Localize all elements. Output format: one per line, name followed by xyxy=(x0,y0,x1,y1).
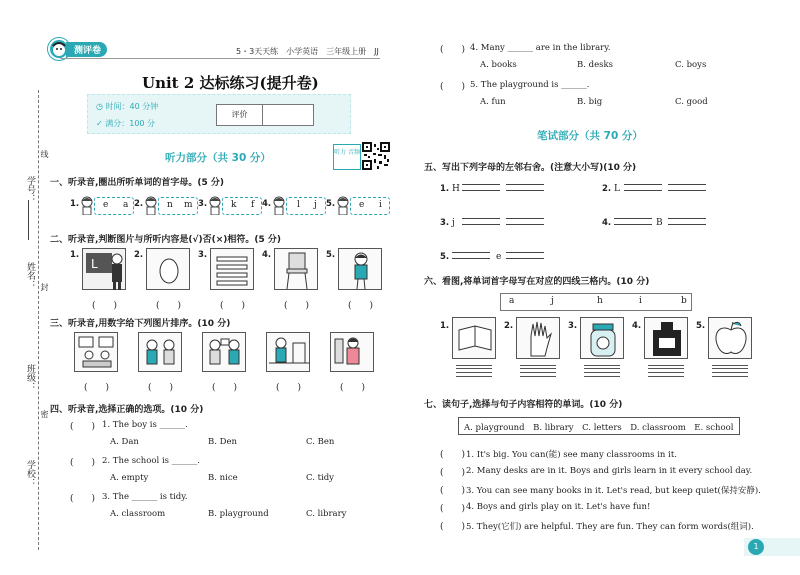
child-head-icon xyxy=(208,195,222,215)
rt-stem: 5. The playground is ______. xyxy=(470,80,590,90)
section2-title: 二、听录音,判断图片与所听内容是(√)否(×)相符。(5 分) xyxy=(50,235,282,245)
seal-word-xian: 线 xyxy=(40,150,49,158)
s7-sentence: 4. Boys and girls play on it. Let's have fun! xyxy=(466,502,651,512)
s4-option-b[interactable]: B. playground xyxy=(208,509,269,519)
s7-answer-blank[interactable]: ( ) xyxy=(440,450,466,460)
bank-letter: j xyxy=(551,296,554,306)
child-head-icon xyxy=(272,195,286,215)
s3-answer-2[interactable]: ( ) xyxy=(148,383,174,393)
s5-letter: B xyxy=(656,218,663,228)
s6-num: 1. xyxy=(440,321,450,331)
rt-answer-blank[interactable]: ( ) xyxy=(440,82,466,92)
s2-num: 4. xyxy=(262,250,272,260)
rt-option-b[interactable]: B. desks xyxy=(577,60,613,70)
s3-answer-5[interactable]: ( ) xyxy=(340,383,366,393)
s1-option[interactable]: m xyxy=(184,200,193,210)
chair-picture xyxy=(274,248,318,290)
rt-answer-blank[interactable]: ( ) xyxy=(440,45,466,55)
s6-num: 4. xyxy=(632,321,642,331)
section5-title: 五、写出下列字母的左邻右舍。(注意大小写)(10 分) xyxy=(424,163,637,173)
s1-num: 3. xyxy=(198,199,208,209)
s5-num: 4. xyxy=(602,218,612,228)
s4-option-a[interactable]: A. classroom xyxy=(110,509,166,519)
s5-letter: j xyxy=(452,218,455,228)
s2-num: 2. xyxy=(134,250,144,260)
s5-blank[interactable] xyxy=(668,184,706,185)
s4-option-b[interactable]: B. Den xyxy=(208,437,237,447)
badge xyxy=(48,38,110,60)
s5-blank[interactable] xyxy=(462,218,500,219)
s6-num: 3. xyxy=(568,321,578,331)
s5-blank[interactable] xyxy=(614,224,652,225)
label-student-number: 学号： xyxy=(25,176,35,203)
section6-title: 六、看图,将单词首字母写在对应的四线三格内。(10 分) xyxy=(424,277,650,287)
series-line: 5・3天天练 小学英语 三年级上册 JJ xyxy=(236,47,379,56)
s1-option[interactable]: i xyxy=(379,200,382,210)
classroom-picture xyxy=(74,332,118,372)
s4-option-b[interactable]: B. nice xyxy=(208,473,238,483)
rt-option-a[interactable]: A. books xyxy=(480,60,517,70)
rt-question-4 xyxy=(440,42,780,78)
s5-num: 5. xyxy=(440,252,450,262)
s1-bubble xyxy=(286,197,326,215)
book-picture xyxy=(452,317,496,359)
option-bank: A. playground B. library C. letters D. classroom E. school xyxy=(458,417,740,435)
section6-items xyxy=(440,317,780,389)
s1-num: 1. xyxy=(70,199,80,209)
s4-option-c[interactable]: C. tidy xyxy=(306,473,334,483)
section2-items xyxy=(70,248,400,310)
girl-picture xyxy=(338,248,382,290)
s5-blank[interactable] xyxy=(506,184,544,185)
s6-writing-lines[interactable] xyxy=(584,365,620,377)
s5-blank[interactable] xyxy=(506,190,544,191)
s5-letter: e xyxy=(496,252,502,262)
s5-blank[interactable] xyxy=(506,224,544,225)
s2-answer-1[interactable]: ( ) xyxy=(92,301,118,311)
time-text: 时间：40 分钟 xyxy=(105,102,159,111)
s1-option[interactable]: a xyxy=(123,200,129,210)
s5-blank[interactable] xyxy=(624,190,662,191)
s4-option-a[interactable]: A. empty xyxy=(110,473,149,483)
pencils-picture xyxy=(210,248,254,290)
child-head-icon xyxy=(80,195,94,215)
s5-blank[interactable] xyxy=(668,224,706,225)
s4-answer-blank[interactable]: ( ) xyxy=(70,458,96,468)
child-head-icon xyxy=(336,195,350,215)
section5-items xyxy=(440,178,780,268)
s2-num: 3. xyxy=(198,250,208,260)
clock-icon: ◷ xyxy=(96,102,106,111)
s7-sentence: 1. It's big. You can(能) see many classrooms in it. xyxy=(466,450,677,460)
s5-letter: L xyxy=(614,184,620,194)
binding-line xyxy=(38,90,39,550)
s2-answer-4[interactable]: ( ) xyxy=(284,301,310,311)
playground-picture xyxy=(266,332,310,372)
s7-sentence: 2. Many desks are in it. Boys and girls learn in it every school day. xyxy=(466,466,753,476)
s5-blank[interactable] xyxy=(462,184,500,185)
svg-text:L: L xyxy=(91,257,98,271)
s1-option[interactable]: e xyxy=(103,200,109,210)
label-name: 姓名： xyxy=(25,262,35,289)
jam-jar-picture xyxy=(580,317,624,359)
s5-num: 2. xyxy=(602,184,612,194)
s1-bubble xyxy=(350,197,390,215)
s1-option[interactable]: f xyxy=(251,200,255,210)
hand-picture xyxy=(516,317,560,359)
s7-sentence: 3. You can see many books in it. Let's read, but keep quiet(保持安静). xyxy=(466,486,761,496)
s3-answer-1[interactable]: ( ) xyxy=(84,383,110,393)
s1-option[interactable]: j xyxy=(314,200,317,210)
girl-library-picture xyxy=(330,332,374,372)
s5-blank[interactable] xyxy=(624,184,662,185)
seal-word-feng: 封 xyxy=(40,283,49,291)
s4-option-c[interactable]: C. library xyxy=(306,509,347,519)
ink-bottle-picture xyxy=(644,317,688,359)
s5-blank[interactable] xyxy=(452,252,490,253)
listening-heading: 听力部分（共 30 分） xyxy=(165,152,271,164)
rt-stem: 4. Many ______ are in the library. xyxy=(470,43,611,53)
check-icon: ✓ xyxy=(96,119,106,128)
s5-blank[interactable] xyxy=(506,258,544,259)
s7-answer-blank[interactable]: ( ) xyxy=(440,486,466,496)
s7-sentence: 5. They(它们) are helpful. They are fun. They can form words(组词). xyxy=(466,522,754,532)
written-heading: 笔试部分（共 70 分） xyxy=(537,130,643,142)
s3-answer-3[interactable]: ( ) xyxy=(212,383,238,393)
s5-blank[interactable] xyxy=(452,258,490,259)
time-limit xyxy=(96,101,158,112)
qr-code-icon[interactable] xyxy=(362,142,390,170)
s5-num: 1. xyxy=(440,184,450,194)
info-panel xyxy=(87,94,351,134)
s4-question-1 xyxy=(70,419,400,455)
s1-bubble xyxy=(222,197,262,215)
rt-question-5 xyxy=(440,79,780,115)
header-rule xyxy=(60,58,380,59)
s7-answer-blank[interactable]: ( ) xyxy=(440,522,466,532)
bank-letter: a xyxy=(509,296,515,306)
label-class: 班级： xyxy=(25,364,35,391)
s5-blank[interactable] xyxy=(506,252,544,253)
s2-answer-3[interactable]: ( ) xyxy=(220,301,246,311)
rt-option-c[interactable]: C. good xyxy=(675,97,708,107)
s1-option[interactable]: l xyxy=(297,200,300,210)
s1-option[interactable]: k xyxy=(231,200,237,210)
s5-blank[interactable] xyxy=(668,218,706,219)
s2-num: 1. xyxy=(70,250,80,260)
section4-title: 四、听录音,选择正确的选项。(10 分) xyxy=(50,405,204,415)
s1-num: 5. xyxy=(326,199,336,209)
s2-answer-5[interactable]: ( ) xyxy=(348,301,374,311)
s7-answer-blank[interactable]: ( ) xyxy=(440,504,466,514)
kids-talking-picture xyxy=(202,332,246,372)
seal-word-mi: 密 xyxy=(40,410,49,418)
s4-stem: 1. The boy is ______. xyxy=(102,420,188,430)
teacher-blackboard-picture xyxy=(82,248,126,290)
s5-blank[interactable] xyxy=(462,224,500,225)
section3-items xyxy=(70,332,400,394)
s6-writing-lines[interactable] xyxy=(520,365,556,377)
s4-answer-blank[interactable]: ( ) xyxy=(70,494,96,504)
section1-items xyxy=(70,195,390,219)
s6-num: 5. xyxy=(696,321,706,331)
s6-writing-lines[interactable] xyxy=(648,365,684,377)
s4-question-2 xyxy=(70,455,400,491)
s1-num: 2. xyxy=(134,199,144,209)
bank-letter: h xyxy=(597,296,603,306)
s6-writing-lines[interactable] xyxy=(712,365,748,377)
s5-letter: H xyxy=(452,184,460,194)
s1-num: 4. xyxy=(262,199,272,209)
s5-blank[interactable] xyxy=(506,218,544,219)
s5-blank[interactable] xyxy=(462,190,500,191)
egg-picture xyxy=(146,248,190,290)
bank-letter: i xyxy=(639,296,642,306)
s6-writing-lines[interactable] xyxy=(456,365,492,377)
s2-num: 5. xyxy=(326,250,336,260)
letter-bank xyxy=(500,293,692,311)
rt-option-a[interactable]: A. fun xyxy=(480,97,506,107)
s4-stem: 2. The school is ______. xyxy=(102,456,200,466)
s1-option[interactable]: e xyxy=(359,200,365,210)
page-title: Unit 2 达标练习(提升卷) xyxy=(142,74,319,92)
page-number: 1 xyxy=(748,539,764,555)
label-school: 学校： xyxy=(25,460,35,487)
rt-option-c[interactable]: C. boys xyxy=(675,60,707,70)
s4-answer-blank[interactable]: ( ) xyxy=(70,422,96,432)
s4-option-c[interactable]: C. Ben xyxy=(306,437,335,447)
score-text: 满分：100 分 xyxy=(105,119,156,128)
s4-stem: 3. The ______ is tidy. xyxy=(102,492,188,502)
rt-option-b[interactable]: B. big xyxy=(577,97,603,107)
full-score xyxy=(96,118,155,129)
s5-blank[interactable] xyxy=(614,218,652,219)
s4-option-a[interactable]: A. Dan xyxy=(110,437,139,447)
section7-title: 七、读句子,选择与句子内容相符的单词。(10 分) xyxy=(424,400,623,410)
student-number-line xyxy=(28,200,29,240)
s6-num: 2. xyxy=(504,321,514,331)
apple-picture xyxy=(708,317,752,359)
badge-label: 测评卷 xyxy=(66,42,107,57)
bank-letter: b xyxy=(681,296,687,306)
s5-blank[interactable] xyxy=(668,190,706,191)
two-kids-picture xyxy=(138,332,182,372)
eval-label: 评价 xyxy=(217,105,263,125)
s4-question-3 xyxy=(70,491,400,527)
section3-title: 三、听录音,用数字给下列图片排序。(10 分) xyxy=(50,319,231,329)
s7-answer-blank[interactable]: ( ) xyxy=(440,468,466,478)
s1-option[interactable]: n xyxy=(167,200,173,210)
eval-box xyxy=(216,104,314,126)
section1-title: 一、听录音,圈出所听单词的首字母。(5 分) xyxy=(50,178,225,188)
s5-num: 3. xyxy=(440,218,450,228)
child-head-icon xyxy=(144,195,158,215)
qr-label: 听力 音频 xyxy=(333,144,361,170)
s3-answer-4[interactable]: ( ) xyxy=(276,383,302,393)
s2-answer-2[interactable]: ( ) xyxy=(156,301,182,311)
